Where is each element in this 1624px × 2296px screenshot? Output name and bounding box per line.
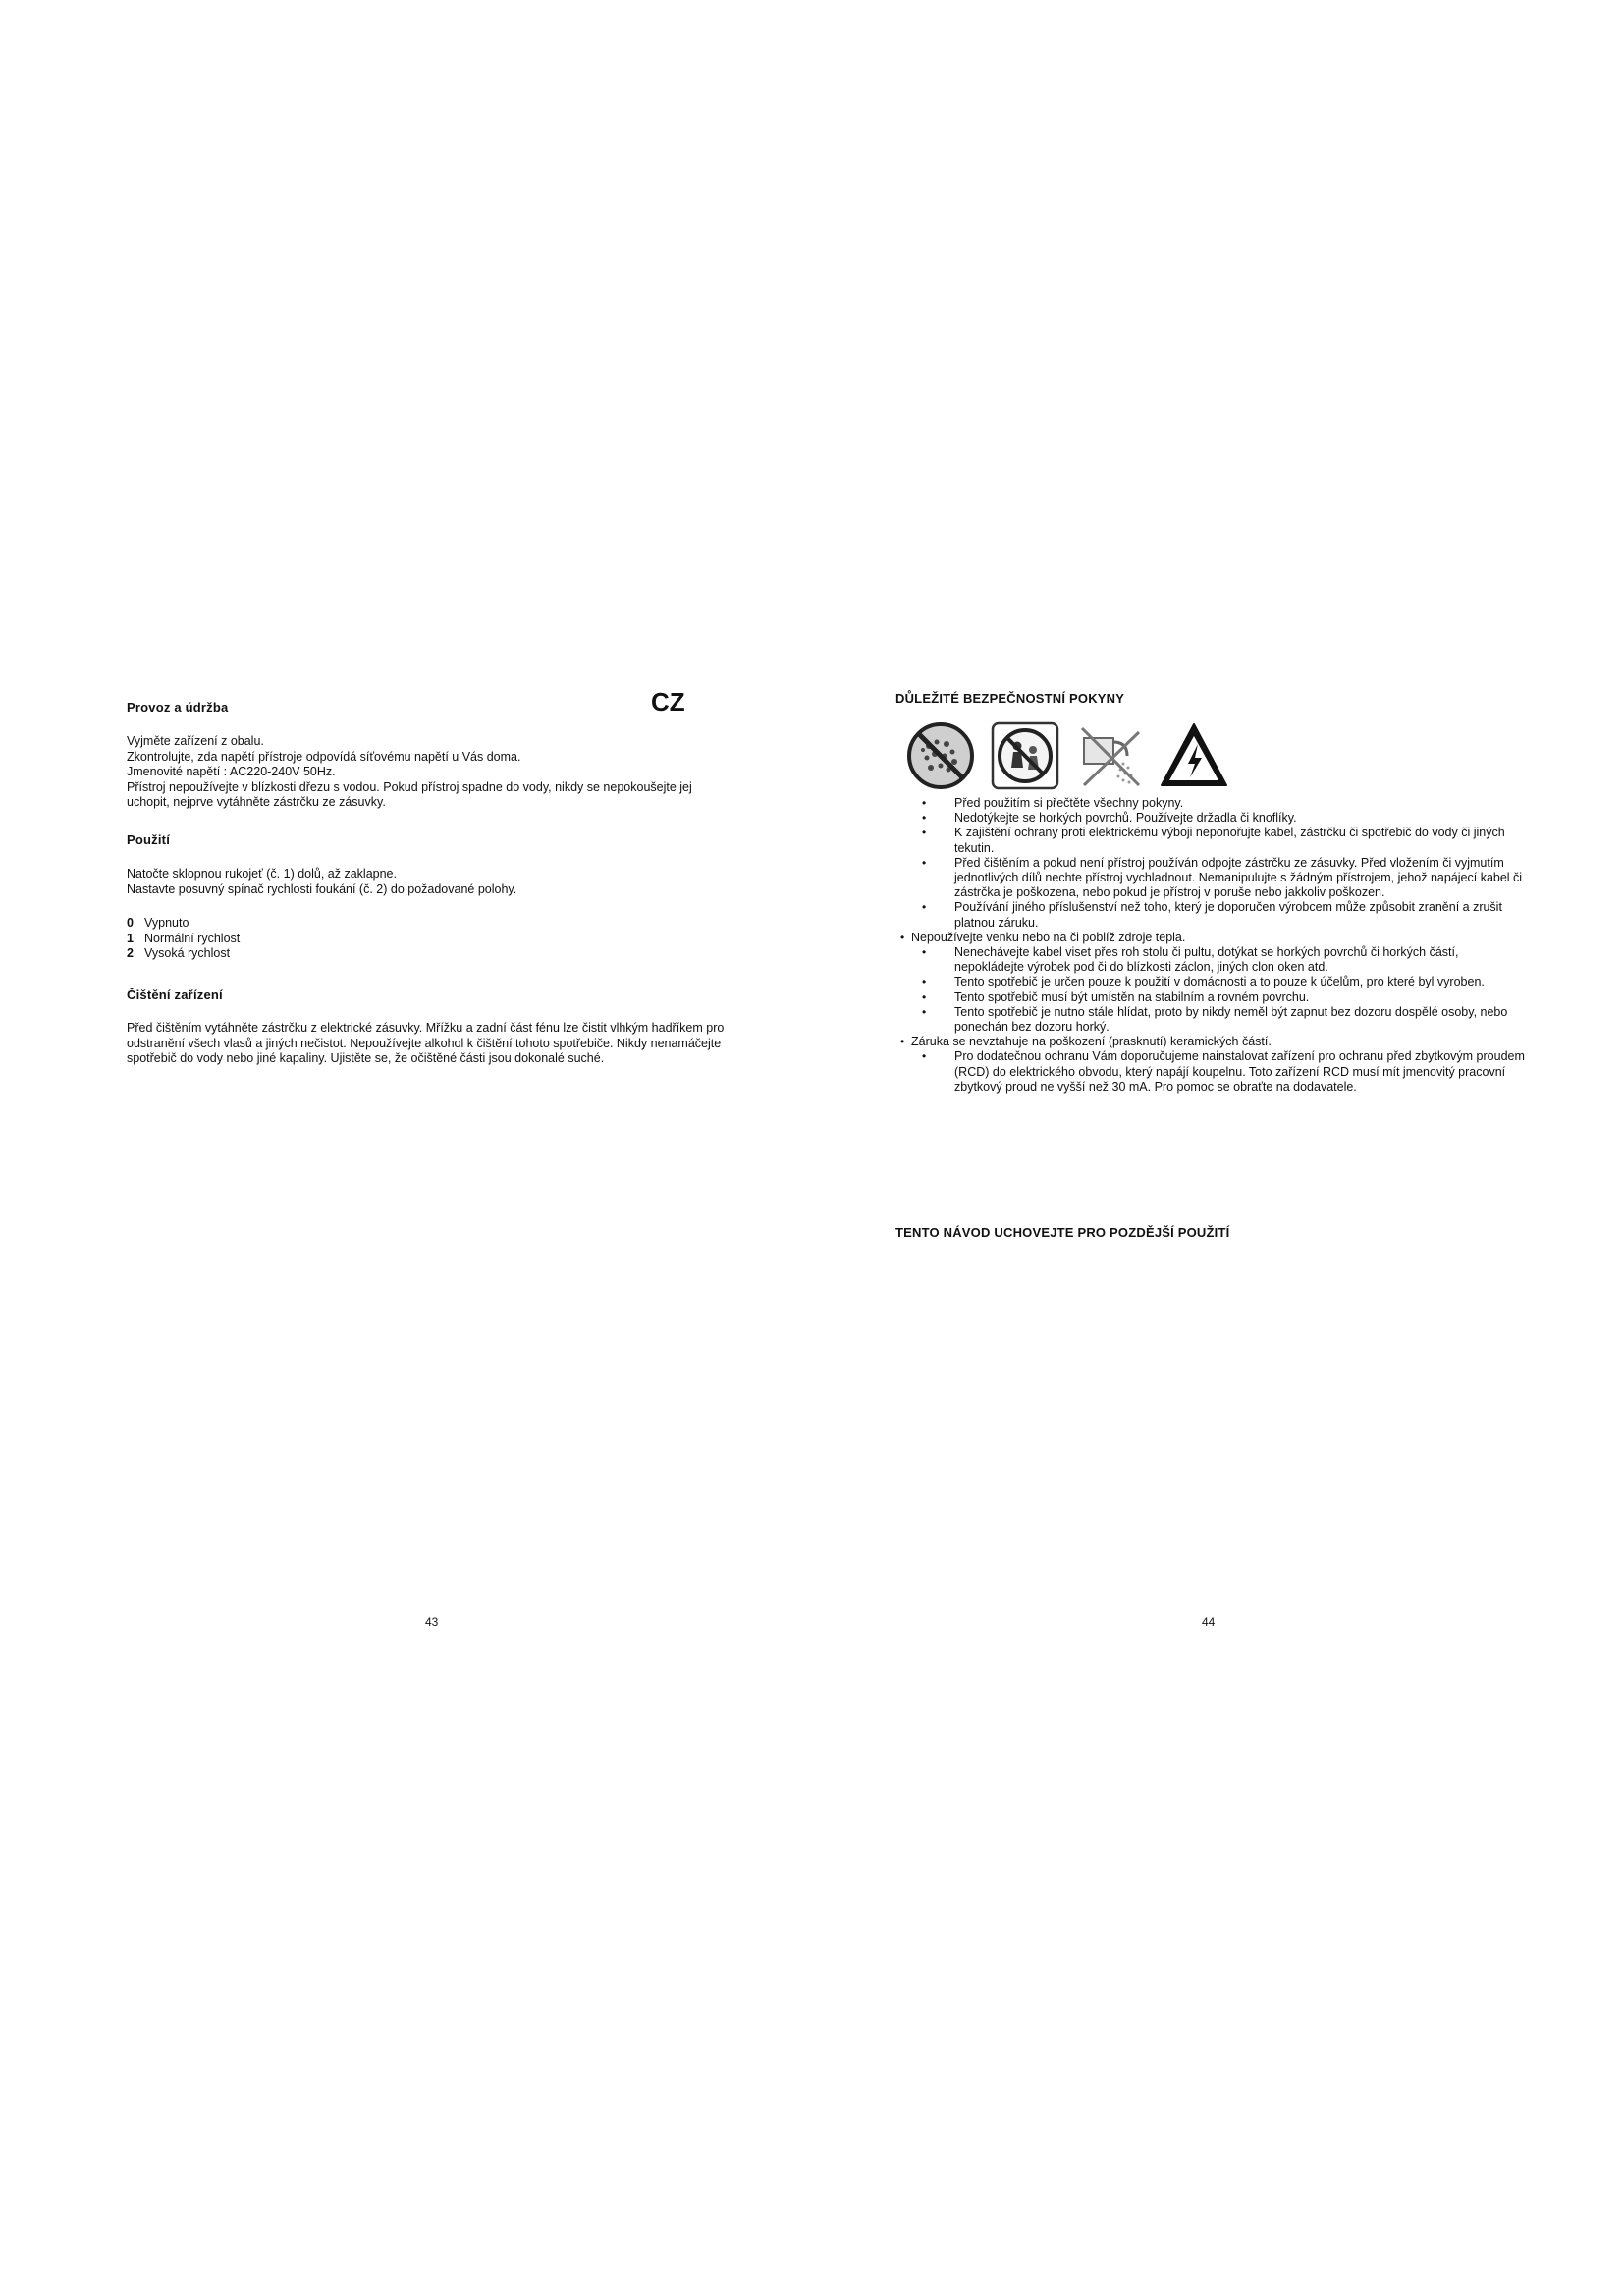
safety-bullet xyxy=(900,990,1529,1005)
safety-bullet xyxy=(900,826,1529,855)
provoz-paragraph: Zkontrolujte, zda napětí přístroje odpovídá síťovému napětí u Vás doma. xyxy=(127,749,521,764)
speed-item xyxy=(127,916,240,932)
safety-bullet-text: Tento spotřebič musí být umístěn na stabilním a rovném povrchu. xyxy=(954,989,1310,1004)
pouziti-paragraphs xyxy=(127,867,716,897)
speed-number: 2 xyxy=(127,946,134,960)
safety-bullet xyxy=(900,856,1529,901)
safety-bullet-text: Používání jiného příslušenství než toho, který je doporučen výrobcem může způsobit zranění a zrušit platnou záruku. xyxy=(954,900,1502,930)
bullet-mark: • xyxy=(922,826,927,840)
speed-item xyxy=(127,946,240,962)
safety-bullet xyxy=(900,796,1529,811)
bullet-mark: • xyxy=(900,930,905,944)
cisteni-paragraph: Před čištěním vytáhněte zástrčku z elektrické zásuvky. Mřížku a zadní část fénu lze čistit vlhkým hadříkem pro odstranění všech vlasů a jiných nečistot. Nepoužívejte alkohol k čištění tohoto spotřebiče. Nikdy nenamáčejte spotřebič do vody nebo jiné kapaliny. Ujistěte se, že očištěné části jsou dokonalé suché. xyxy=(127,1021,725,1065)
bullet-mark: • xyxy=(922,796,927,810)
do-not-use-near-water-icon xyxy=(1074,721,1145,791)
safety-bullet-text: Nedotýkejte se horkých povrchů. Používejte držadla či knoflíky. xyxy=(954,811,1297,826)
safety-bullet xyxy=(900,975,1529,989)
page-number: 43 xyxy=(425,1615,439,1629)
bullet-mark: • xyxy=(922,1004,927,1019)
speed-number: 0 xyxy=(127,916,134,930)
bullet-mark: • xyxy=(922,989,927,1004)
bullet-mark: • xyxy=(900,1035,905,1049)
electric-shock-warning-icon xyxy=(1159,721,1229,791)
safety-bullet-text: Pro dodatečnou ochranu Vám doporučujeme nainstalovat zařízení pro ochranu před zbytkovým proudem (RCD) do elektrického obvodu, který napájí koupelnu. Toto zařízení RCD musí mít jmenovitý pracovní zbytkový proud ne vyšší než 30 mA. Pro pomoc se obraťte na dodavatele. xyxy=(954,1049,1525,1094)
page-number: 44 xyxy=(1202,1615,1216,1629)
safety-bullet xyxy=(900,811,1529,826)
safety-bullet xyxy=(900,900,1529,930)
speed-list xyxy=(127,916,240,962)
safety-bullet-list xyxy=(900,796,1529,1095)
speed-label: Vypnuto xyxy=(144,916,189,930)
safety-bullet-text: Záruka se nevztahuje na poškození (prasknutí) keramických částí. xyxy=(911,1035,1272,1049)
safety-title: DŮLEŽITÉ BEZPEČNOSTNÍ POKYNY xyxy=(895,691,1125,706)
safety-bullet xyxy=(900,1035,1529,1049)
safety-bullet xyxy=(900,931,1529,945)
safety-bullet-text: Nenechávejte kabel viset přes roh stolu či pultu, dotýkat se horkých povrchů či horkých částí, nepokládejte výrobek pod či do blízkosti záclon, jiných clon oken atd. xyxy=(954,945,1459,975)
section-title-pouziti: Použití xyxy=(127,832,171,847)
pouziti-paragraph: Nastavte posuvný spínač rychlosti foukání (č. 2) do požadované polohy. xyxy=(127,881,517,896)
safety-icons-row xyxy=(905,720,1229,792)
speed-item xyxy=(127,932,240,947)
bullet-mark: • xyxy=(922,855,927,870)
section-title-provoz: Provoz a údržba xyxy=(127,700,229,715)
provoz-paragraph: Vyjměte zařízení z obalu. xyxy=(127,734,264,748)
safety-bullet-text: Před použitím si přečtěte všechny pokyny. xyxy=(954,796,1184,810)
safety-bullet-text: Tento spotřebič je určen pouze k použití v domácnosti a to pouze k účelům, pro které byl vyroben. xyxy=(954,975,1485,989)
safety-bullet xyxy=(900,945,1529,975)
safety-bullet-text: K zajištění ochrany proti elektrickému výboji neponořujte kabel, zástrčku či spotřebič do vody či jiných tekutin. xyxy=(954,826,1505,855)
pouziti-paragraph: Natočte sklopnou rukojeť (č. 1) dolů, až zaklapne. xyxy=(127,867,397,881)
right-page xyxy=(812,0,1624,2296)
provoz-paragraph: Přístroj nepoužívejte v blízkosti dřezu s vodou. Pokud přístroj spadne do vody, nikdy se nepokoušejte jej uchopit, nejprve vytáhněte zástrčku ze zásuvky. xyxy=(127,779,692,809)
keep-away-from-children-icon xyxy=(990,721,1060,791)
safety-bullet-text: Před čištěním a pokud není přístroj používán odpojte zástrčku ze zásuvky. Před vložením či vyjmutím jednotlivých dílů nechte přístroj vychladnout. Nemanipulujte s žádným přístrojem, jehož napájecí kabel či zástrčka je poškozena, nebo pokud je přístroj v poruše nebo jakkoliv poškozen. xyxy=(954,855,1523,900)
speed-label: Vysoká rychlost xyxy=(144,946,231,960)
no-water-spray-icon xyxy=(905,721,976,791)
language-code: CZ xyxy=(651,687,685,717)
speed-number: 1 xyxy=(127,931,134,945)
bullet-mark: • xyxy=(922,900,927,915)
provoz-paragraph: Jmenovité napětí : AC220-240V 50Hz. xyxy=(127,765,336,778)
bullet-mark: • xyxy=(922,811,927,826)
bullet-mark: • xyxy=(922,975,927,989)
speed-label: Normální rychlost xyxy=(144,931,241,945)
keep-manual-note: TENTO NÁVOD UCHOVEJTE PRO POZDĚJŠÍ POUŽITÍ xyxy=(895,1225,1230,1240)
safety-bullet-text: Nepoužívejte venku nebo na či poblíž zdroje tepla. xyxy=(911,930,1186,944)
safety-bullet-text: Tento spotřebič je nutno stále hlídat, proto by nikdy neměl být zapnut bez dozoru dospělé osoby, nebo ponechán bez dozoru horký. xyxy=(954,1004,1508,1035)
bullet-mark: • xyxy=(922,1049,927,1064)
safety-bullet xyxy=(900,1049,1529,1095)
bullet-mark: • xyxy=(922,945,927,960)
safety-bullet xyxy=(900,1005,1529,1035)
provoz-paragraphs xyxy=(127,734,716,811)
section-title-cisteni: Čištění zařízení xyxy=(127,988,223,1002)
